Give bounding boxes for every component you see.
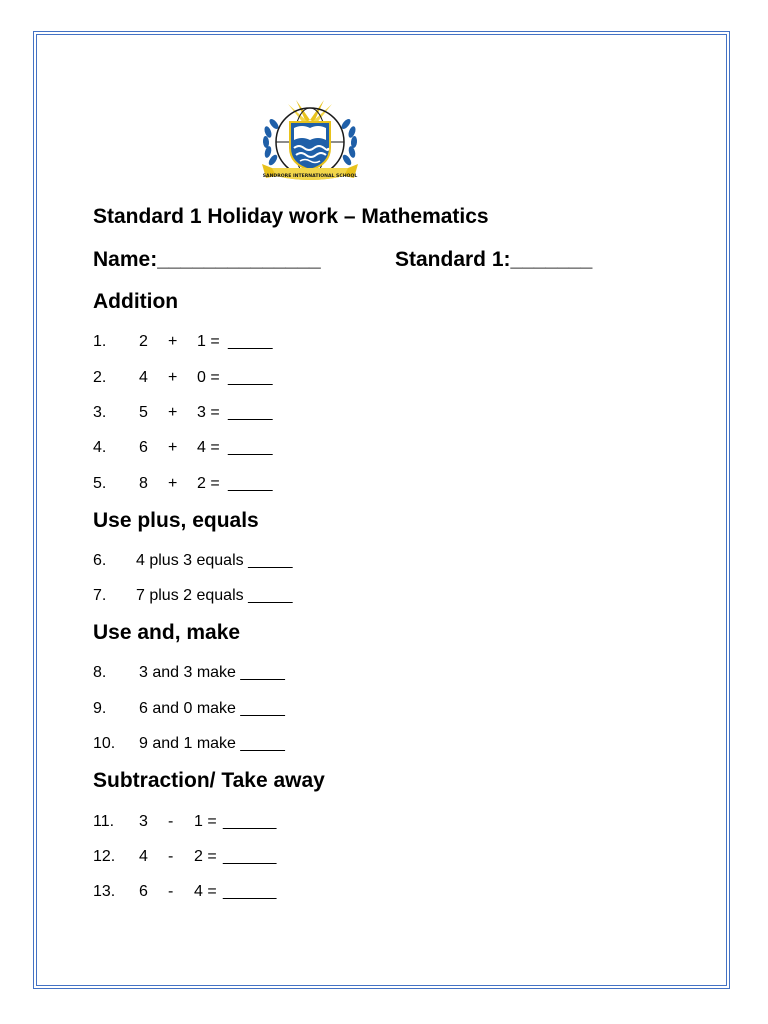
standard-field: Standard 1:_______ xyxy=(395,248,593,271)
operator: + xyxy=(168,369,178,386)
answer-blank: _____ xyxy=(228,369,273,386)
operator: + xyxy=(168,475,178,492)
question-number: 3. xyxy=(93,404,107,421)
answer-blank: ______ xyxy=(223,813,277,830)
operand-b: 0 = xyxy=(197,369,220,386)
operand-b: 1 = xyxy=(197,333,220,350)
operand-a: 6 xyxy=(139,439,148,456)
operator: - xyxy=(168,883,174,900)
operand-a: 5 xyxy=(139,404,148,421)
operand-a: 6 xyxy=(139,883,148,900)
answer-blank: _____ xyxy=(228,333,273,350)
operand-b: 3 = xyxy=(197,404,220,421)
answer-blank: ______ xyxy=(223,848,277,865)
operand-b: 1 = xyxy=(194,813,217,830)
question-text: 3 and 3 make _____ xyxy=(139,664,285,681)
question-number: 12. xyxy=(93,848,116,865)
operator: + xyxy=(168,333,178,350)
question-text: 9 and 1 make _____ xyxy=(139,735,285,752)
addition-heading: Addition xyxy=(93,290,179,313)
question-text: 4 plus 3 equals _____ xyxy=(136,552,293,569)
answer-blank: _____ xyxy=(228,404,273,421)
school-crest-logo xyxy=(258,98,362,184)
answer-blank: _____ xyxy=(228,475,273,492)
plus-equals-heading: Use plus, equals xyxy=(93,509,259,532)
operand-a: 3 xyxy=(139,813,148,830)
operand-a: 4 xyxy=(139,848,148,865)
answer-blank: _____ xyxy=(228,439,273,456)
question-text: 7 plus 2 equals _____ xyxy=(136,587,293,604)
question-number: 2. xyxy=(93,369,107,386)
operator: + xyxy=(168,439,178,456)
name-field: Name:______________ xyxy=(93,248,321,271)
operand-b: 4 = xyxy=(197,439,220,456)
operand-b: 2 = xyxy=(197,475,220,492)
operator: - xyxy=(168,848,174,865)
operand-a: 8 xyxy=(139,475,148,492)
answer-blank: ______ xyxy=(223,883,277,900)
and-make-heading: Use and, make xyxy=(93,621,241,644)
question-number: 8. xyxy=(93,664,107,681)
question-number: 4. xyxy=(93,439,107,456)
question-number: 1. xyxy=(93,333,107,350)
operator: + xyxy=(168,404,178,421)
operand-b: 4 = xyxy=(194,883,217,900)
operand-b: 2 = xyxy=(194,848,217,865)
question-number: 10. xyxy=(93,735,116,752)
question-number: 5. xyxy=(93,475,107,492)
question-number: 6. xyxy=(93,552,107,569)
question-number: 13. xyxy=(93,883,116,900)
subtraction-heading: Subtraction/ Take away xyxy=(93,769,325,792)
question-number: 7. xyxy=(93,587,107,604)
question-text: 6 and 0 make _____ xyxy=(139,700,285,717)
page-title: Standard 1 Holiday work – Mathematics xyxy=(93,205,489,228)
crest-motto-text: SANDRORE INTERNATIONAL SCHOOL xyxy=(262,174,358,179)
operand-a: 2 xyxy=(139,333,148,350)
question-number: 11. xyxy=(93,813,115,830)
operand-a: 4 xyxy=(139,369,148,386)
operator: - xyxy=(168,813,174,830)
question-number: 9. xyxy=(93,700,107,717)
